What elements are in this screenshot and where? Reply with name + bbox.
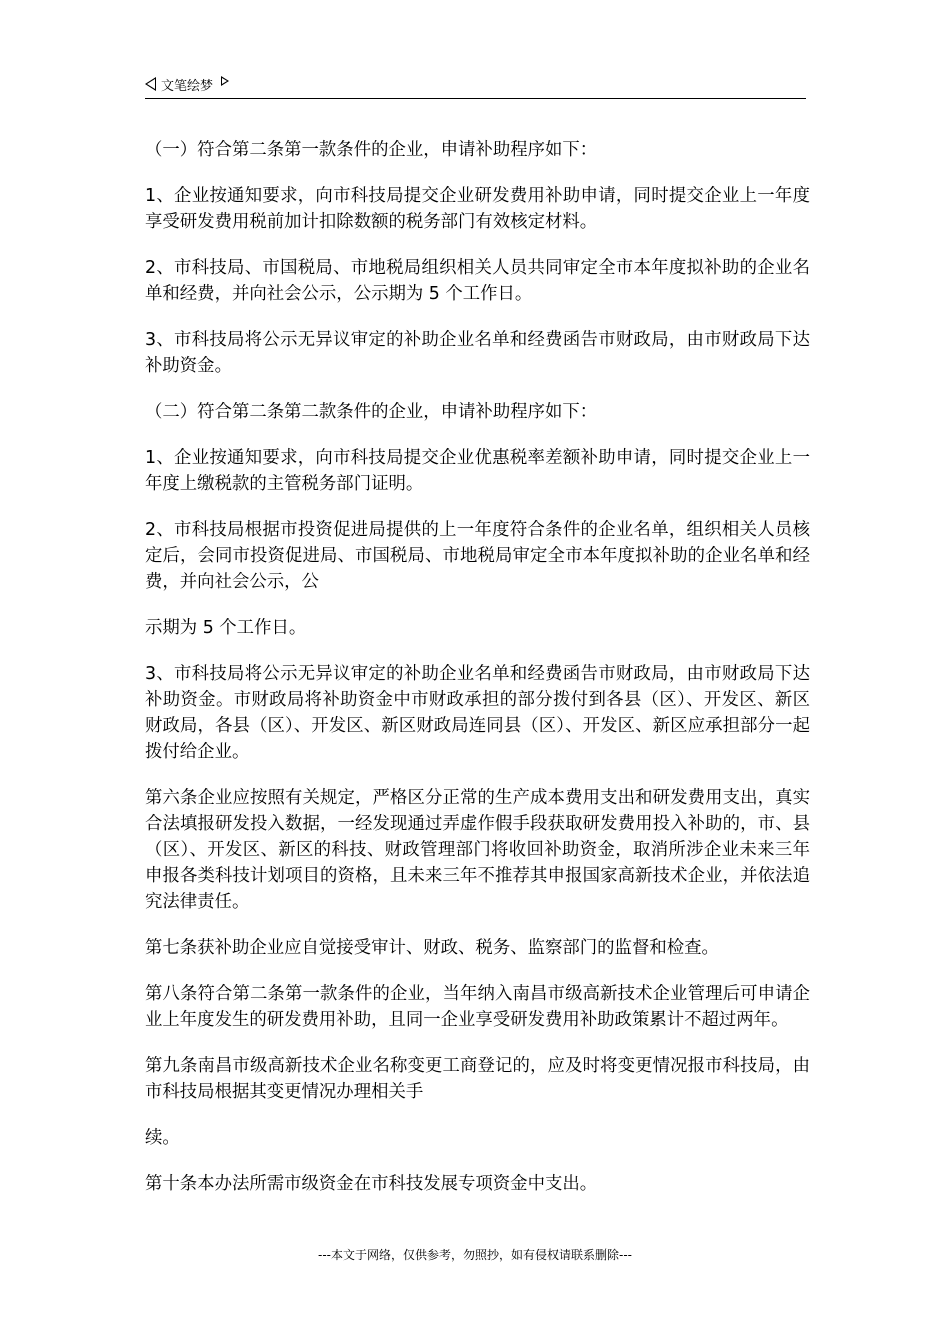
page-footer: ---本文于网络，仅供参考，勿照抄，如有侵权请联系删除---: [318, 1248, 632, 1262]
paragraph: 第六条企业应按照有关规定，严格区分正常的生产成本费用支出和研发费用支出，真实合法填报研发投入数据，一经发现通过弄虚作假手段获取研发费用投入补助的，市、县（区）、开发区、新区的科技、财政管理部门将收回补助资金，取消所涉企业未来三年申报各类科技计划项目的资格，且未来三年不推荐其申报国家高新技术企业，并依法追究法律责任。: [145, 788, 810, 912]
paragraph: 示期为 5 个工作日。: [145, 618, 307, 638]
header-row: [145, 72, 806, 96]
triangle-left-icon: [145, 77, 156, 91]
triangle-right-icon: [221, 76, 229, 86]
paragraph: 1、企业按通知要求，向市科技局提交企业研发费用补助申请，同时提交企业上一年度享受研发费用税前加计扣除数额的税务部门有效核定材料。: [145, 186, 810, 232]
paragraph: 第八条符合第二条第一款条件的企业，当年纳入南昌市级高新技术企业管理后可申请企业上年度发生的研发费用补助，且同一企业享受研发费用补助政策累计不超过两年。: [145, 984, 810, 1030]
paragraph: （一）符合第二条第一款条件的企业，申请补助程序如下：: [145, 140, 598, 160]
paragraph: 第九条南昌市级高新技术企业名称变更工商登记的，应及时将变更情况报市科技局，由市科技局根据其变更情况办理相关手: [145, 1056, 810, 1102]
paragraph: 续。: [145, 1128, 180, 1148]
paragraph: 2、市科技局、市国税局、市地税局组织相关人员共同审定全市本年度拟补助的企业名单和经费，并向社会公示，公示期为 5 个工作日。: [145, 258, 810, 304]
paragraph: 2、市科技局根据市投资促进局提供的上一年度符合条件的企业名单，组织相关人员核定后，会同市投资促进局、市国税局、市地税局审定全市本年度拟补助的企业名单和经费，并向社会公示，公: [145, 520, 810, 592]
page-header: [145, 72, 806, 99]
paragraph: 3、市科技局将公示无异议审定的补助企业名单和经费函告市财政局，由市财政局下达补助资金。: [145, 330, 810, 376]
paragraph: 3、市科技局将公示无异议审定的补助企业名单和经费函告市财政局，由市财政局下达补助资金。市财政局将补助资金中市财政承担的部分拨付到各县（区）、开发区、新区财政局，各县（区）、开发区、新区财政局连同县（区）、开发区、新区应承担部分一起拨付给企业。: [145, 664, 810, 762]
paragraph: （二）符合第二条第二款条件的企业，申请补助程序如下：: [145, 402, 598, 422]
paragraph: 1、企业按通知要求，向市科技局提交企业优惠税率差额补助申请，同时提交企业上一年度上缴税款的主管税务部门证明。: [145, 448, 810, 494]
document-body: [145, 137, 810, 1217]
paragraph: 第七条获补助企业应自觉接受审计、财政、税务、监察部门的监督和检查。: [145, 938, 719, 958]
paragraph: 第十条本办法所需市级资金在市科技发展专项资金中支出。: [145, 1174, 598, 1194]
header-title: 文笔绘梦: [161, 78, 214, 94]
